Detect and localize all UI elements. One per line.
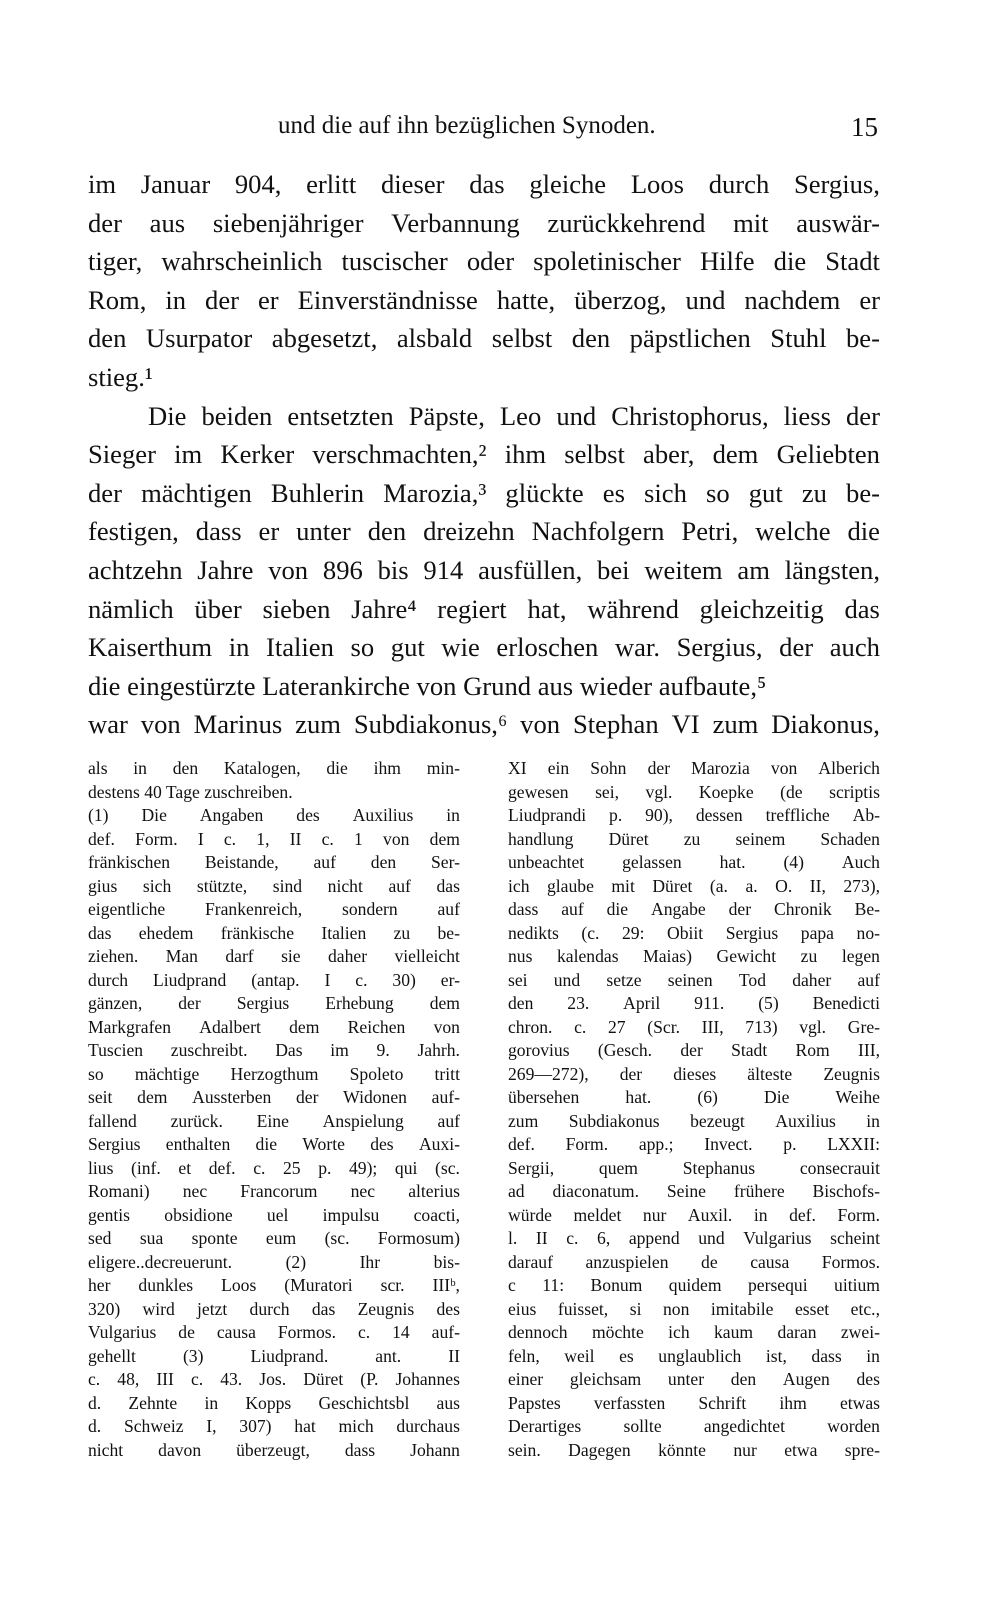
text-line: war von Marinus zum Subdiakonus,⁶ von Stephan VI zum Diakonus, <box>88 709 880 740</box>
footnote-line: Tuscien zuschreibt. Das im 9. Jahrh. <box>88 1040 460 1060</box>
text-line: Sieger im Kerker verschmachten,² ihm selbst aber, dem Geliebten <box>88 439 880 470</box>
footnote-line: sein. Dagegen könnte nur etwa spre- <box>508 1439 880 1460</box>
footnote-line: als in den Katalogen, die ihm min- <box>88 758 460 778</box>
main-text <box>88 165 880 744</box>
footnote-line: her dunkles Loos (Muratori scr. IIIᵇ, <box>88 1275 460 1295</box>
footnote-line: einer gleichsam unter den Augen des <box>508 1369 880 1389</box>
footnotes-left-column <box>88 757 460 1462</box>
footnote-line: def. Form. app.; Invect. p. LXXII: <box>508 1134 880 1154</box>
footnote-line: fränkischen Beistande, auf den Ser- <box>88 852 460 872</box>
footnote-line: darauf anzuspielen de causa Formos. <box>508 1251 880 1272</box>
text-line: nämlich über sieben Jahre⁴ regiert hat, während gleichzeitig das <box>88 593 880 624</box>
footnote-line: ich glaube mit Düret (a. a. O. II, 273), <box>508 875 880 896</box>
footnote-line: l. II c. 6, append und Vulgarius scheint <box>508 1228 880 1248</box>
text-line: Kaiserthum in Italien so gut wie erloschen war. Sergius, der auch <box>88 632 880 663</box>
footnote-line: dass auf die Angabe der Chronik Be- <box>508 899 880 919</box>
footnote-line: Sergii, quem Stephanus consecrauit <box>508 1157 880 1178</box>
footnote-line: nedikts (c. 29: Obiit Sergius papa no- <box>508 922 880 943</box>
footnote-line: c 11: Bonum quidem persequi uitium <box>508 1275 880 1295</box>
text-line: der aus siebenjähriger Verbannung zurückkehrend mit auswär- <box>88 207 880 238</box>
text-line: stieg.¹ <box>88 361 153 392</box>
footnote-line: das ehedem fränkische Italien zu be- <box>88 922 460 943</box>
footnote-line: def. Form. I c. 1, II c. 1 von dem <box>88 828 460 849</box>
text-line: tiger, wahrscheinlich tuscischer oder spoletinischer Hilfe die Stadt <box>88 246 880 277</box>
text-line: festigen, dass er unter den dreizehn Nachfolgern Petri, welche die <box>88 516 880 547</box>
footnotes-right-column <box>508 757 880 1462</box>
footnote-line: zum Subdiakonus bezeugt Auxilius in <box>508 1110 880 1131</box>
footnote-line: seit dem Aussterben der Widonen auf- <box>88 1087 460 1107</box>
text-line: Die beiden entsetzten Päpste, Leo und Christophorus, liess der <box>148 400 880 431</box>
footnote-line: eius fuisset, si non imitabile esset etc., <box>508 1298 880 1319</box>
footnote-line: handlung Düret zu seinem Schaden <box>508 828 880 849</box>
text-line: die eingestürzte Laterankirche von Grund aus wieder aufbaute,⁵ <box>88 670 767 701</box>
footnote-line: unbeachtet gelassen hat. (4) Auch <box>508 852 880 872</box>
footnote-line: ad diaconatum. Seine frühere Bischofs- <box>508 1181 880 1201</box>
footnote-line: 269—272), der dieses älteste Zeugnis <box>508 1063 880 1084</box>
text-line: Rom, in der er Einverständnisse hatte, überzog, und nachdem er <box>88 284 880 315</box>
footnote-line: sei und setze seinen Tod daher auf <box>508 969 880 990</box>
footnote-line: Vulgarius de causa Formos. c. 14 auf- <box>88 1322 460 1342</box>
footnote-line: gewesen sei, vgl. Koepke (de scriptis <box>508 781 880 802</box>
footnote-line: so mächtige Herzogthum Spoleto tritt <box>88 1063 460 1084</box>
footnote-line: Papstes verfassten Schrift ihm etwas <box>508 1392 880 1413</box>
footnote-line: eigentliche Frankenreich, sondern auf <box>88 899 460 919</box>
footnote-line: d. Zehnte in Kopps Geschichtsbl aus <box>88 1392 460 1413</box>
running-title: und die auf ihn bezüglichen Synoden. <box>278 112 656 139</box>
footnote-line: Sergius enthalten die Worte des Auxi- <box>88 1134 460 1154</box>
footnote-line: Derartiges sollte angedichtet worden <box>508 1416 880 1436</box>
footnotes <box>88 757 880 1462</box>
text-line: achtzehn Jahre von 896 bis 914 ausfüllen, bei weitem am längsten, <box>88 554 880 585</box>
footnote-line: 320) wird jetzt durch das Zeugnis des <box>88 1298 460 1319</box>
running-header <box>88 108 878 148</box>
footnote-line: gius sich stützte, sind nicht auf das <box>88 875 460 896</box>
footnote-line: durch Liudprand (antap. I c. 30) er- <box>88 969 460 990</box>
footnote-line: gehellt (3) Liudprand. ant. II <box>88 1345 460 1366</box>
footnote-line: Markgrafen Adalbert dem Reichen von <box>88 1016 460 1037</box>
footnote-line: gänzen, der Sergius Erhebung dem <box>88 993 460 1013</box>
footnote-line: eligere..decreuerunt. (2) Ihr bis- <box>88 1251 460 1272</box>
footnote-line: destens 40 Tage zuschreiben. <box>88 781 293 802</box>
footnote-line: XI ein Sohn der Marozia von Alberich <box>508 758 880 778</box>
footnote-line: gentis obsidione uel impulsu coacti, <box>88 1204 460 1225</box>
footnote-line: (1) Die Angaben des Auxilius in <box>88 805 460 825</box>
text-line: der mächtigen Buhlerin Marozia,³ glückte es sich so gut zu be- <box>88 477 880 508</box>
footnote-line: chron. c. 27 (Scr. III, 713) vgl. Gre- <box>508 1016 880 1037</box>
page-number: 15 <box>851 112 878 142</box>
footnote-line: fallend zurück. Eine Anspielung auf <box>88 1110 460 1131</box>
footnote-line: d. Schweiz I, 307) hat mich durchaus <box>88 1416 460 1436</box>
text-line: im Januar 904, erlitt dieser das gleiche Loos durch Sergius, <box>88 169 880 199</box>
footnote-line: ziehen. Man darf sie daher vielleicht <box>88 946 460 966</box>
footnote-line: dennoch möchte ich kaum daran zwei- <box>508 1322 880 1342</box>
footnote-line: lius (inf. et def. c. 25 p. 49); qui (sc. <box>88 1157 460 1178</box>
footnote-line: Liudprandi p. 90), dessen treffliche Ab- <box>508 805 880 825</box>
footnote-line: nicht davon überzeugt, dass Johann <box>88 1439 460 1460</box>
footnote-line: übersehen hat. (6) Die Weihe <box>508 1087 880 1107</box>
footnote-line: den 23. April 911. (5) Benedicti <box>508 993 880 1013</box>
footnote-line: würde meldet nur Auxil. in def. Form. <box>508 1204 880 1225</box>
footnote-line: sed sua sponte eum (sc. Formosum) <box>88 1228 460 1248</box>
footnote-line: nus kalendas Maias) Gewicht zu legen <box>508 946 880 966</box>
footnote-line: c. 48, III c. 43. Jos. Düret (P. Johannes <box>88 1369 460 1389</box>
footnote-line: Romani) nec Francorum nec alterius <box>88 1181 460 1201</box>
footnote-line: gorovius (Gesch. der Stadt Rom III, <box>508 1040 880 1060</box>
text-line: den Usurpator abgesetzt, alsbald selbst den päpstlichen Stuhl be- <box>88 323 880 354</box>
footnote-line: feln, weil es unglaublich ist, dass in <box>508 1345 880 1366</box>
